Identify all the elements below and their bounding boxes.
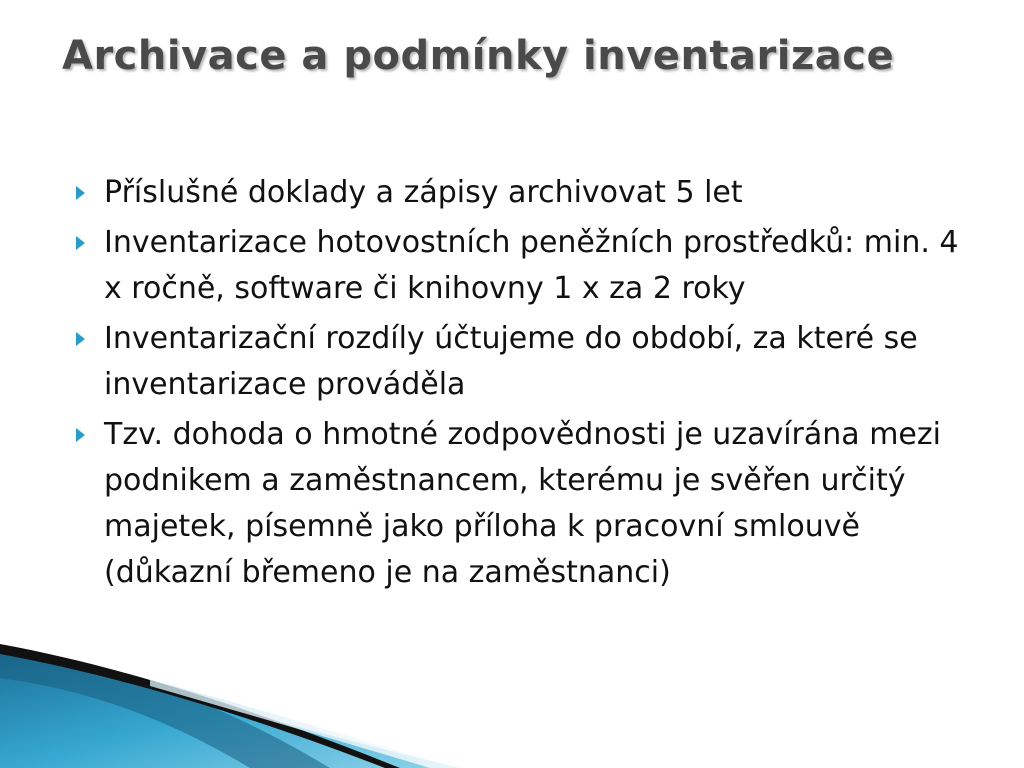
triangle-bullet-icon (76, 186, 85, 200)
triangle-bullet-icon (76, 332, 85, 346)
bullet-text: Inventarizace hotovostních peněžních prostředků: min. 4 x ročně, software či knihovny 1 x za 2 roky (104, 225, 959, 306)
triangle-bullet-icon (76, 236, 85, 250)
bullet-text: Příslušné doklady a zápisy archivovat 5 let (104, 175, 743, 210)
bullet-item (72, 316, 972, 408)
bullet-item (72, 170, 972, 216)
bullet-text: Tzv. dohoda o hmotné zodpovědnosti je uzavírána mezi podnikem a zaměstnancem, kterému je svěřen určitý majetek, písemně jako příloha k pracovní smlouvě (důkazní břemeno je na zaměstnanci) (104, 417, 941, 590)
bullet-text: Inventarizační rozdíly účtujeme do období, za které se inventarizace prováděla (104, 321, 918, 402)
triangle-bullet-icon (76, 428, 85, 442)
decorative-swoosh (0, 620, 460, 768)
slide-title: Archivace a podmínky inventarizace (62, 33, 895, 79)
bullet-item (72, 220, 972, 312)
bullet-list (72, 170, 972, 600)
bullet-item (72, 412, 972, 596)
